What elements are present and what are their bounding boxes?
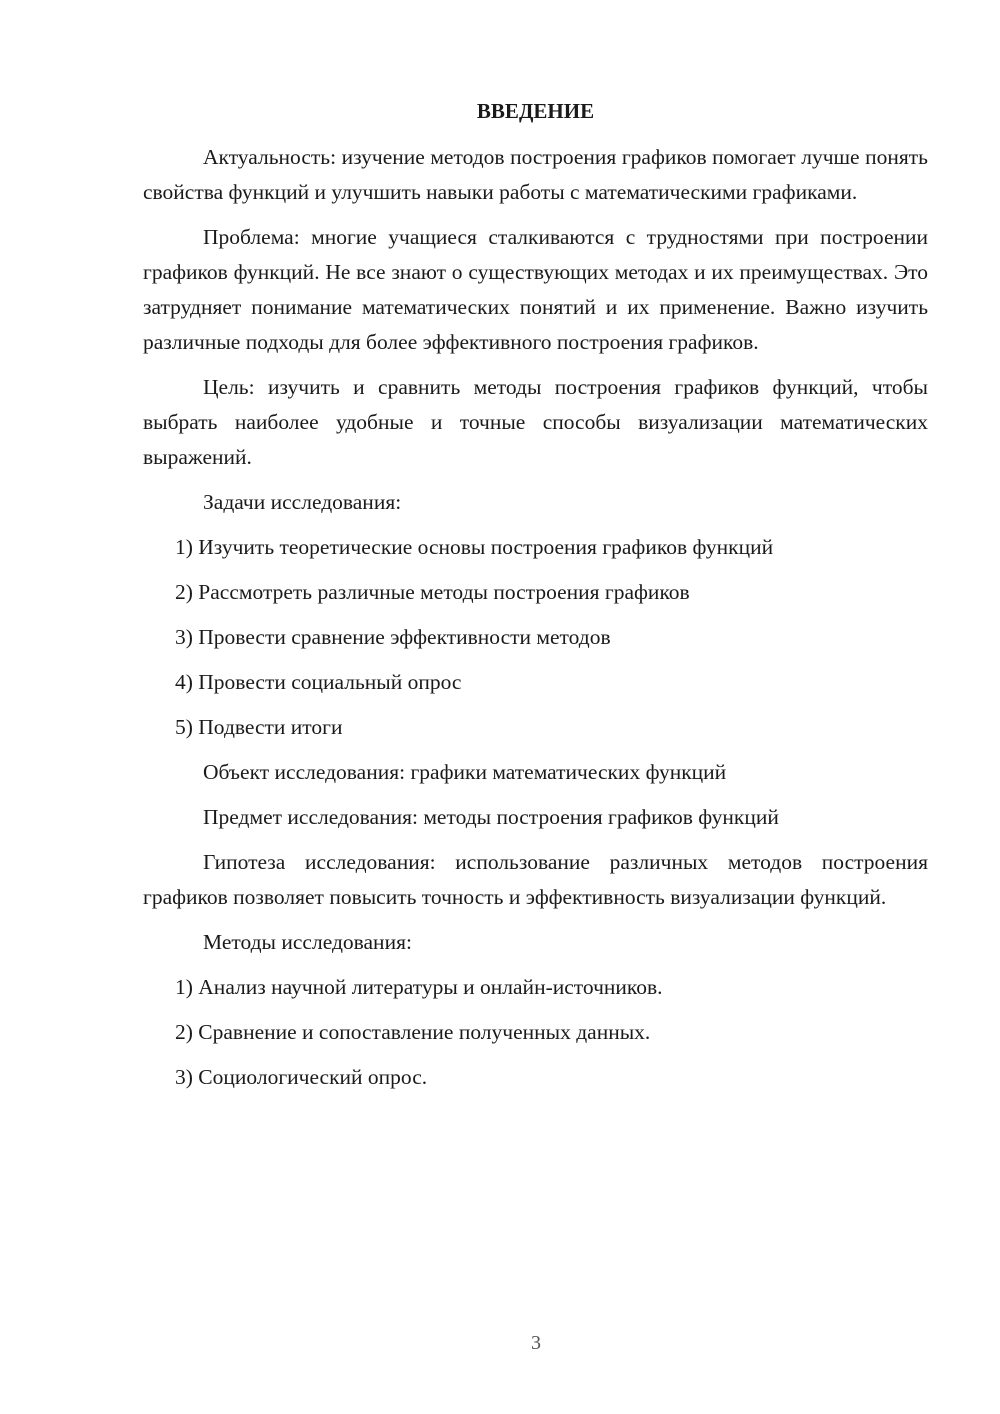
list-item: 1) Изучить теоретические основы построения графиков функций [175,535,774,559]
problem-paragraph: Проблема: многие учащиеся сталкиваются с трудностями при построении графиков функций. Не все знают о существующих методах и их преимуществах. Это затрудняет понимание математических понятий и их применение. Важно изучить различные подходы для более эффективного построения графиков. [143,225,928,354]
goal-paragraph: Цель: изучить и сравнить методы построения графиков функций, чтобы выбрать наиболее удобные и точные способы визуализации математических выражений. [143,375,928,469]
list-item: 3) Социологический опрос. [175,1065,428,1089]
tasks-list [143,530,928,745]
list-item: 1) Анализ научной литературы и онлайн-источников. [175,975,663,999]
list-item: 2) Рассмотреть различные методы построения графиков [175,580,690,604]
tasks-heading: Задачи исследования: [203,490,402,514]
object-line: Объект исследования: графики математических функций [203,760,727,784]
section-title: ВВЕДЕНИЕ [476,99,595,123]
methods-heading: Методы исследования: [203,930,412,954]
page-number: 3 [531,1332,541,1354]
hypothesis-paragraph: Гипотеза исследования: использование различных методов построения графиков позволяет повысить точность и эффективность визуализации функций. [143,850,928,909]
list-item: 3) Провести сравнение эффективности методов [175,625,611,649]
methods-list [143,970,928,1095]
subject-line: Предмет исследования: методы построения графиков функций [203,805,779,829]
list-item: 5) Подвести итоги [175,715,343,739]
list-item: 4) Провести социальный опрос [175,670,462,694]
relevance-paragraph: Актуальность: изучение методов построения графиков помогает лучше понять свойства функций и улучшить навыки работы с математическими графиками. [143,145,928,204]
page-content [143,94,928,1105]
list-item: 2) Сравнение и сопоставление полученных данных. [175,1020,651,1044]
